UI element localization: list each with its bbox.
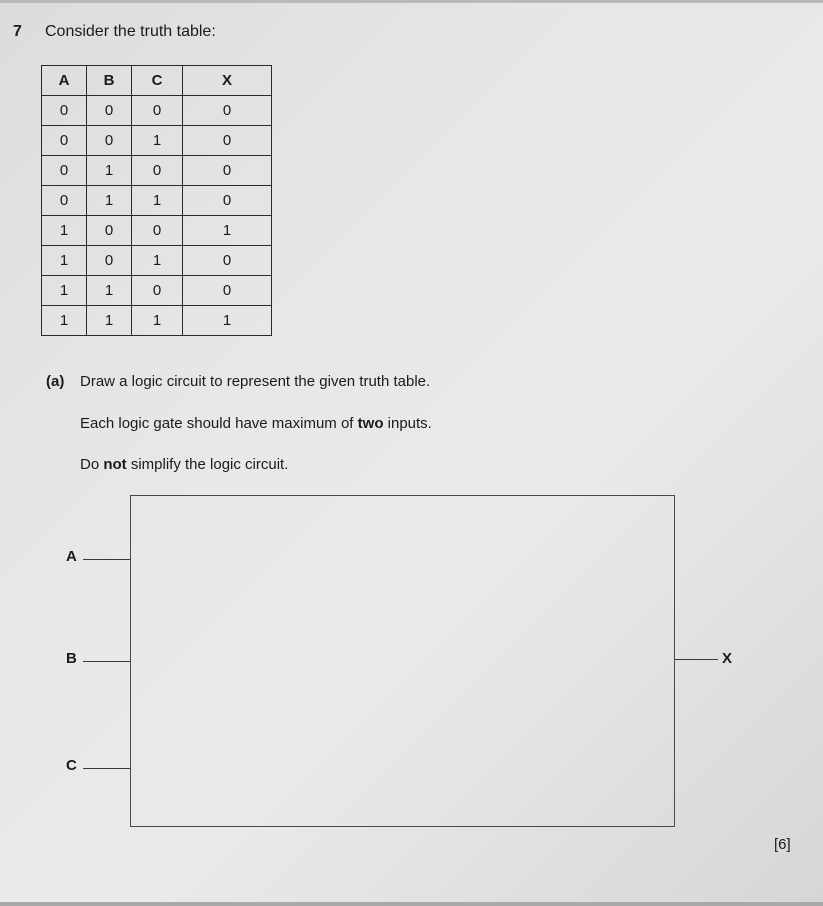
question-prompt: Consider the truth table: [45, 23, 216, 40]
table-row [42, 156, 272, 186]
cell-c: 0 [132, 276, 183, 306]
input-label-b: B [66, 650, 77, 667]
header-c: C [132, 66, 183, 96]
cell-c: 0 [132, 156, 183, 186]
page-top-edge [0, 0, 823, 3]
instruction-no-simplify: Do not simplify the logic circuit. [80, 456, 289, 473]
output-label-x: X [722, 650, 733, 667]
emphasis-two: two [357, 415, 384, 432]
cell-b: 1 [87, 156, 132, 186]
cell-b: 0 [87, 246, 132, 276]
truth-table-header-row [42, 66, 272, 96]
cell-b: 1 [87, 186, 132, 216]
cell-a: 0 [42, 126, 87, 156]
page-bottom-edge [0, 902, 823, 906]
input-line-b [83, 661, 131, 662]
cell-x: 0 [183, 126, 272, 156]
cell-a: 0 [42, 156, 87, 186]
input-line-a [83, 559, 131, 560]
cell-x: 1 [183, 306, 272, 336]
question-number: 7 [13, 23, 22, 40]
header-b: B [87, 66, 132, 96]
header-x: X [183, 66, 272, 96]
cell-c: 1 [132, 126, 183, 156]
cell-x: 0 [183, 246, 272, 276]
cell-x: 0 [183, 276, 272, 306]
cell-b: 1 [87, 306, 132, 336]
cell-b: 0 [87, 216, 132, 246]
cell-b: 0 [87, 126, 132, 156]
table-row [42, 216, 272, 246]
cell-c: 0 [132, 96, 183, 126]
table-row [42, 186, 272, 216]
input-label-a: A [66, 548, 77, 565]
cell-c: 1 [132, 246, 183, 276]
cell-a: 1 [42, 306, 87, 336]
input-label-c: C [66, 757, 77, 774]
table-row [42, 96, 272, 126]
part-a-text: Draw a logic circuit to represent the given truth table. [80, 373, 431, 390]
cell-x: 0 [183, 96, 272, 126]
cell-a: 0 [42, 186, 87, 216]
table-row [42, 306, 272, 336]
cell-x: 0 [183, 156, 272, 186]
emphasis-not: not [103, 456, 127, 473]
cell-a: 1 [42, 246, 87, 276]
table-row [42, 276, 272, 306]
cell-x: 1 [183, 216, 272, 246]
input-line-c [83, 768, 131, 769]
cell-a: 1 [42, 276, 87, 306]
table-row [42, 246, 272, 276]
header-a: A [42, 66, 87, 96]
table-row [42, 126, 272, 156]
cell-a: 1 [42, 216, 87, 246]
part-a-label: (a) [46, 373, 65, 390]
cell-b: 0 [87, 96, 132, 126]
cell-c: 0 [132, 216, 183, 246]
cell-c: 1 [132, 186, 183, 216]
cell-c: 1 [132, 306, 183, 336]
instruction-two-inputs: Each logic gate should have maximum of two inputs. [80, 415, 432, 432]
cell-b: 1 [87, 276, 132, 306]
cell-x: 0 [183, 186, 272, 216]
truth-table [41, 65, 272, 336]
cell-a: 0 [42, 96, 87, 126]
marks-label: [6] [774, 836, 791, 853]
output-line-x [675, 659, 718, 660]
circuit-answer-box[interactable] [130, 495, 675, 827]
